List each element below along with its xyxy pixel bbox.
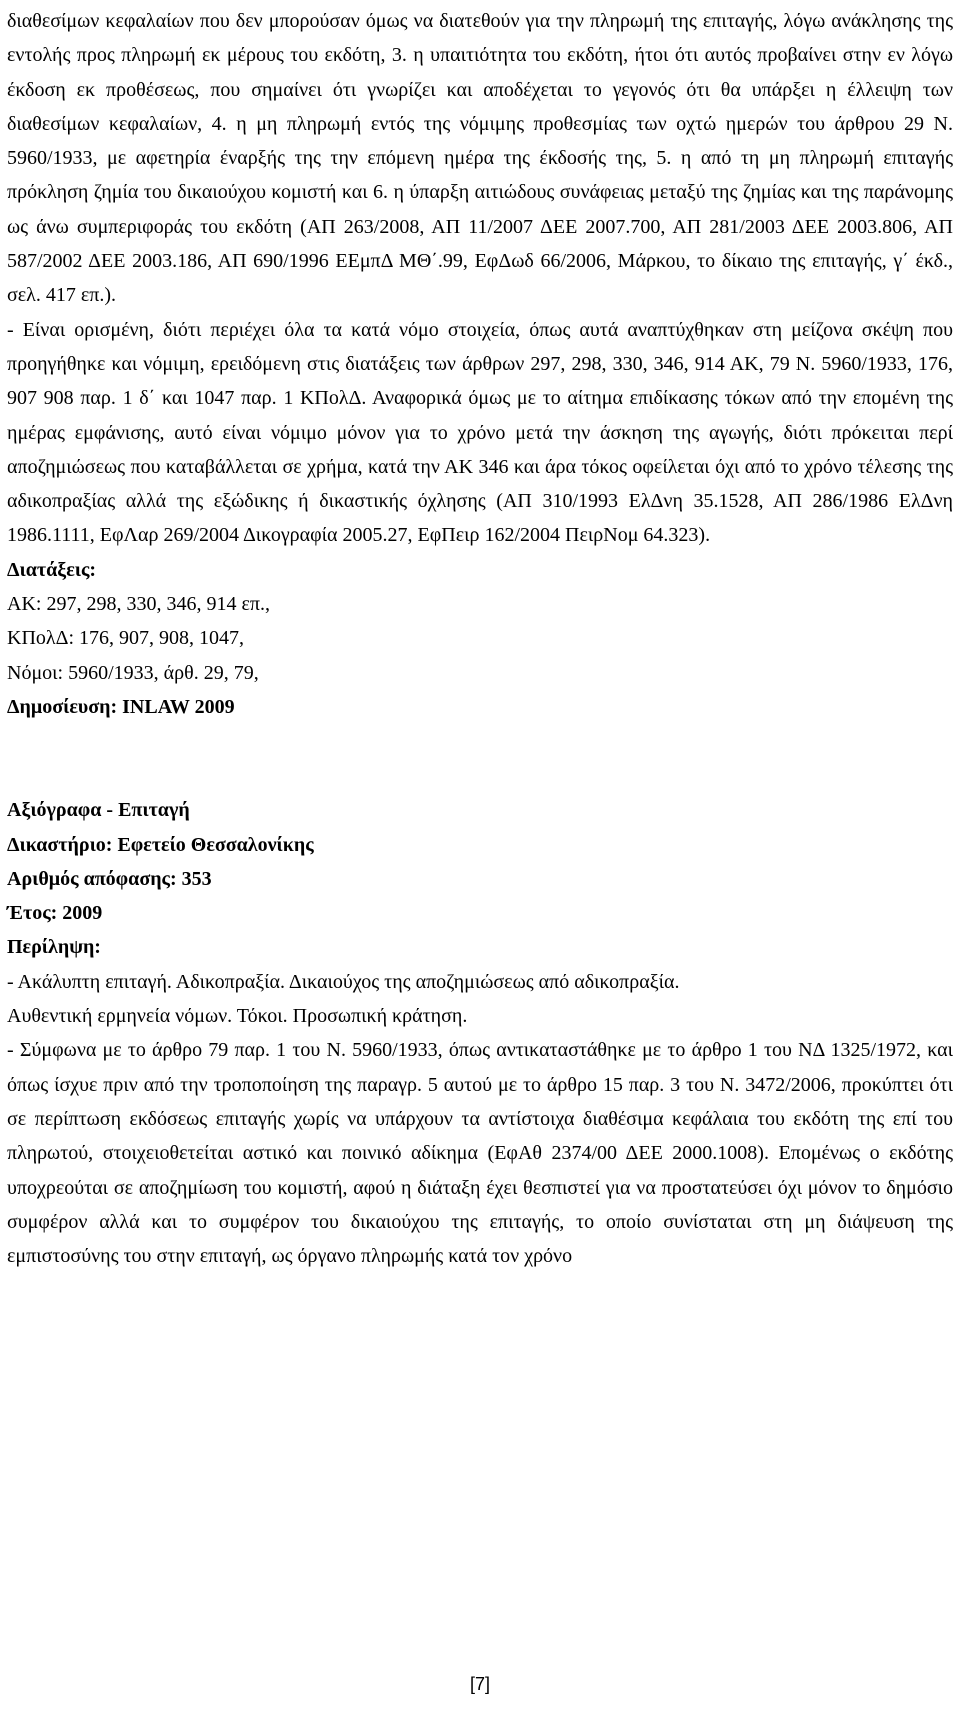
provisions-heading: Διατάξεις: — [7, 558, 97, 581]
second-paragraph: - Είναι ορισμένη, διότι περιέχει όλα τα κατά νόμο στοιχεία, όπως αυτά αναπτύχθηκαν στη μείζονα σκέψη που προηγήθηκε και νόμιμη, ερειδόμενη στις διατάξεις των άρθρων 297, 298, 330, 346, 914 ΑΚ, 79 Ν. 5960/1933, 176, 907 908 παρ. 1 δ΄ και 1047 παρ. 1 ΚΠολΔ. Αναφορικά όμως με το αίτημα επιδίκασης τόκων από την επομένη της ημέρας εμφάνισης, αυτό είναι νόμιμο μόνον για το χρόνο μετά την άσκηση της αγωγής, διότι πρόκειται περί αποζημιώσεως που καταβάλλεται σε χρήμα, κατά την ΑΚ 346 και άρα τόκος οφείλεται όχι από το χρόνο τέλεσης της αδικοπραξίας αλλά της εξώδικης ή δικαστικής όχλησης (ΑΠ 310/1993 ΕλΔνη 35.1528, ΑΠ 286/1986 ΕλΔνη 1986.1111, ΕφΛαρ 269/2004 Δικογραφία 2005.27, ΕφΠειρ 162/2004 ΠειρΝομ 64.323). — [7, 318, 953, 547]
page-number: [7] — [469, 1674, 490, 1694]
provision-laws: Νόμοι: 5960/1933, άρθ. 29, 79, — [7, 661, 259, 684]
provision-ak: ΑΚ: 297, 298, 330, 346, 914 επ., — [7, 593, 270, 616]
case-title: Αξιόγραφα - Επιταγή — [7, 799, 190, 822]
year: Έτος: 2009 — [7, 902, 103, 925]
decision-number: Αριθμός απόφασης: 353 — [7, 867, 212, 890]
section-gap — [7, 724, 953, 793]
summary-heading: Περίληψη: — [7, 936, 101, 959]
court: Δικαστήριο: Εφετείο Θεσσαλονίκης — [7, 833, 314, 856]
provision-kpold: ΚΠολΔ: 176, 907, 908, 1047, — [7, 627, 245, 650]
summary-paragraph: - Σύμφωνα με το άρθρο 79 παρ. 1 του Ν. 5960/1933, όπως αντικαταστάθηκε με το άρθρο 1 του ΝΔ 1325/1972, και όπως ίσχυε πριν από την τροποποίηση της παραγρ. 5 αυτού με το άρθρο 15 παρ. 3 του Ν. 3472/2006, προκύπτει ότι σε περίπτωση εκδόσεως επιταγής χωρίς να υπάρχουν τα αντίστοιχα διαθέσιμα κεφάλαια του εκδότη της επί του πληρωτού, στοιχειοθετείται αστικό και ποινικό αδίκημα (ΕφΑθ 2374/00 ΔΕΕ 2000.1008). Επομένως ο εκδότης υποχρεούται σε αποζημίωση του κομιστή, αφού η διάταξη έχει θεσπιστεί για να προστατεύσει όχι μόνον το δημόσιο συμφέρον αλλά και το συμφέρον του δικαιούχου της επιταγής, το οποίο συνίσταται στη μη διάψευση της εμπιστοσύνης του στην επιταγή, ως όργανο πληρωμής κατά τον χρόνο — [7, 1039, 953, 1268]
intro-paragraph: διαθεσίμων κεφαλαίων που δεν μπορούσαν όμως να διατεθούν για την πληρωμή της επιταγής, λόγω ανάκλησης της εντολής προς πληρωμή εκ μέρους του εκδότη, 3. η υπαιτιότητα του εκδότη, ήτοι ότι αυτός προβαίνει στην εν λόγω έκδοση εκ προθέσεως, που σημαίνει ότι γνωρίζει και αποδέχεται το γεγονός ότι θα υπάρξει η έλλειψη των διαθεσίμων κεφαλαίων, 4. η μη πληρωμή εντός της νόμιμης προθεσμίας των οχτώ ημερών του άρθρου 29 Ν. 5960/1933, με αφετηρία έναρξής της την επόμενη ημέρα της έκδοσής της, 5. η από τη μη πληρωμή επιταγής πρόκληση ζημία του δικαιούχου κομιστή και 6. η ύπαρξη αιτιώδους συνάφειας μεταξύ της ζημίας και της παράνομης ως άνω συμπεριφοράς του εκδότη (ΑΠ 263/2008, ΑΠ 11/2007 ΔΕΕ 2007.700, ΑΠ 281/2003 ΔΕΕ 2003.806, ΑΠ 587/2002 ΔΕΕ 2003.186, ΑΠ 690/1996 ΕΕμπΔ ΜΘ΄.99, ΕφΔωδ 66/2006, Μάρκου, το δίκαιο της επιταγής, γ΄ έκδ., σελ. 417 επ.). — [7, 10, 953, 307]
publication: Δημοσίευση: INLAW 2009 — [7, 695, 235, 718]
summary-line-2: Αυθεντική ερμηνεία νόμων. Τόκοι. Προσωπική κράτηση. — [7, 1005, 468, 1028]
summary-line-1: - Ακάλυπτη επιταγή. Αδικοπραξία. Δικαιούχος της αποζημιώσεως από αδικοπραξία. — [7, 970, 680, 993]
